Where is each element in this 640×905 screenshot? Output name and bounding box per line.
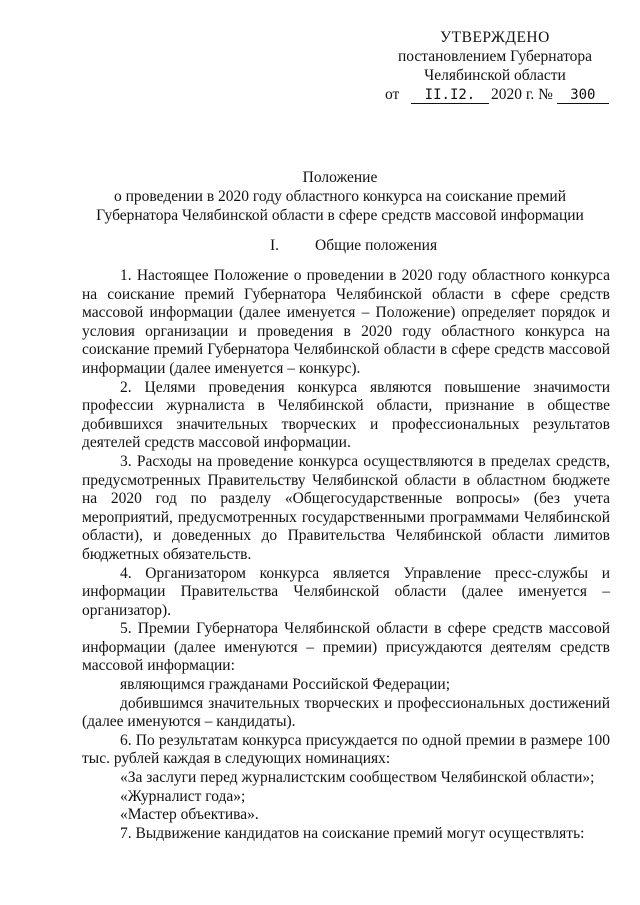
section-number: I. <box>270 237 280 254</box>
document-title <box>70 168 610 225</box>
approval-block <box>380 28 610 104</box>
list-item: являющимся гражданами Российской Федерации; <box>120 676 450 694</box>
title-line-3: Губернатора Челябинской области в сфере средств массовой информации <box>96 207 584 224</box>
paragraph: 5. Премии Губернатора Челябинской области в сфере средств массовой информации (далее именуются – премии) присуждаются деятелям средств массовой информации: <box>82 620 610 675</box>
section-title: Общие положения <box>315 237 438 254</box>
paragraph: 2. Целями проведения конкурса являются повышение значимости профессии журналиста в Челябинской области, признание в обществе добившихся значительных творческих и профессиональных результатов деятелей средств массовой информации. <box>82 378 610 452</box>
title-line-1: Положение <box>302 169 378 186</box>
list-item: «За заслуги перед журналистским сообществом Челябинской области»; <box>120 769 595 787</box>
handwritten-date: II.I2. <box>411 87 489 104</box>
paragraph: 6. По результатам конкурса присуждается по одной премии в размере 100 тыс. рублей каждая в следующих номинациях: <box>82 731 610 768</box>
document-body <box>82 267 610 843</box>
handwritten-number: 300 <box>557 87 609 104</box>
list-item: добившимся значительных творческих и профессиональных достижений (далее именуются – кандидаты). <box>82 694 610 731</box>
approved-heading: УТВЕРЖДЕНО <box>440 29 550 46</box>
approval-line-1: постановлением Губернатора <box>397 48 593 65</box>
approval-dateline <box>380 85 610 104</box>
paragraph: 1. Настоящее Положение о проведении в 2020 году областного конкурса на соискание премий Губернатора Челябинской области в сфере средств массовой информации (далее именуется – Положение) определяет порядок и условия организации и проведения в 2020 году областного конкурса на соискание премий Губернатора Челябинской области в сфере средств массовой информации (далее именуется – конкурс). <box>82 267 610 377</box>
paragraph: 7. Выдвижение кандидатов на соискание премий могут осуществлять: <box>120 824 585 842</box>
list-item: «Мастер объектива». <box>120 806 259 824</box>
title-line-2: о проведении в 2020 году областного конкурса на соискание премий <box>114 188 566 205</box>
list-item: «Журналист года»; <box>120 787 246 805</box>
approval-line-2: Челябинской области <box>424 67 566 84</box>
from-label: от <box>385 86 400 103</box>
paragraph: 3. Расходы на проведение конкурса осуществляются в пределах средств, предусмотренных Правительству Челябинской области в областном бюджете на 2020 год по разделу «Общегосударственные вопросы» (без учета мероприятий, предусмотренных государственными программами Челябинской области), и доведенных до Правительства Челябинской области лимитов бюджетных обязательств. <box>82 452 610 563</box>
paragraph: 4. Организатором конкурса является Управление пресс-службы и информации Правительства Челябинской области (далее именуется – организатор). <box>82 564 610 619</box>
year-label: 2020 г. № <box>490 86 553 103</box>
